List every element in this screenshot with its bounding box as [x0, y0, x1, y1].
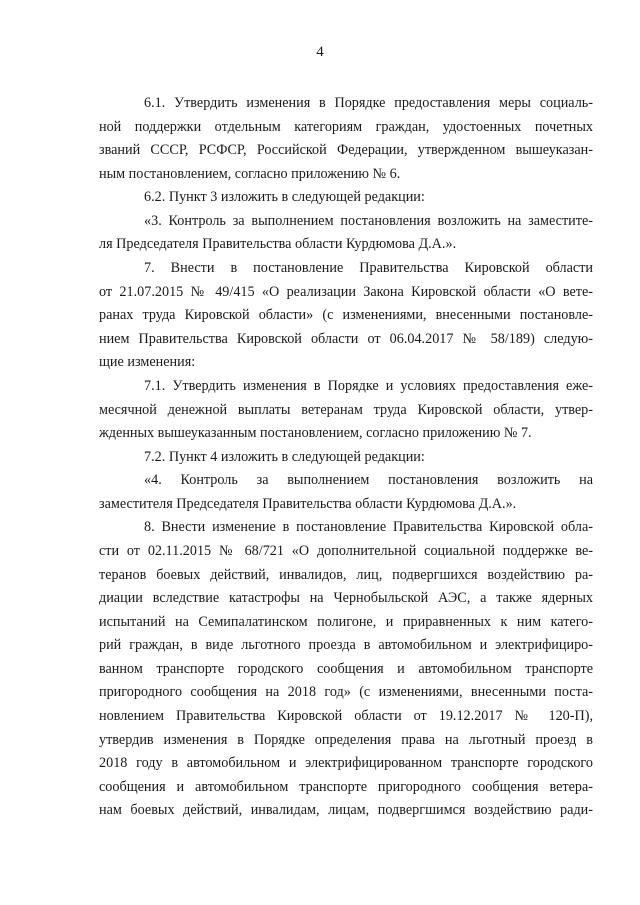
text-line: ля Председателя Правительства области Курдюмова Д.А.».	[99, 236, 457, 253]
text-line: нием Правительства Кировской области от 06.04.2017 № 58/189) следую-	[99, 330, 593, 347]
text-line: 6.1. Утвердить изменения в Порядке предоставления меры социаль-	[144, 95, 593, 111]
text-line: теранов боевых действий, инвалидов, лиц, подвергшихся воздействию ра-	[99, 566, 593, 583]
text-line: 7. Внести в постановление Правительства Кировской области	[144, 260, 593, 277]
text-line: пригородного сообщения на 2018 год» (с изменениями, внесенными поста-	[99, 684, 593, 701]
text-line: званий СССР, РСФСР, Российской Федерации, утвержденном вышеуказан-	[99, 142, 593, 159]
text-line: «3. Контроль за выполнением постановления возложить на заместите-	[144, 212, 593, 229]
text-line: от 21.07.2015 № 49/415 «О реализации Закона Кировской области «О вете-	[99, 283, 593, 300]
text-line: «4. Контроль за выполнением постановления возложить на	[144, 472, 593, 489]
text-line: 8. Внести изменение в постановление Правительства Кировской обла-	[144, 519, 593, 536]
text-line: диации вследствие катастрофы на Чернобыльской АЭС, а также ядерных	[99, 590, 593, 607]
text-line: месячной денежной выплаты ветеранам труда Кировской области, утвер-	[99, 401, 593, 418]
text-line: сти от 02.11.2015 № 68/721 «О дополнительной социальной поддержке ве-	[99, 542, 593, 559]
text-line: испытаний на Семипалатинском полигоне, и приравненных к ним катего-	[99, 613, 593, 630]
text-line: ранах труда Кировской области» (с изменениями, внесенными постановле-	[99, 307, 593, 324]
text-line: новлением Правительства Кировской области от 19.12.2017 № 120-П),	[99, 708, 593, 725]
text-line: 6.2. Пункт 3 изложить в следующей редакции:	[144, 189, 425, 206]
text-line: 7.2. Пункт 4 изложить в следующей редакции:	[144, 448, 425, 465]
text-line: ной поддержки отдельным категориям граждан, удостоенных почетных	[99, 118, 593, 135]
page-number: 4	[316, 44, 324, 60]
text-line: рий граждан, в виде льготного проезда в автомобильном и электрифициро-	[99, 637, 593, 654]
document-body	[99, 92, 593, 823]
text-line: 2018 году в автомобильном и электрифицированном транспорте городского	[99, 755, 593, 772]
text-line: щие изменения:	[99, 354, 196, 371]
text-line: нам боевых действий, инвалидам, лицам, подвергшимся воздействию ради-	[99, 802, 593, 819]
text-line: ванном транспорте городского сообщения и автомобильном транспорте	[99, 660, 593, 677]
text-line: жденных вышеуказанным постановлением, согласно приложению № 7.	[99, 425, 532, 442]
text-line: заместителя Председателя Правительства области Курдюмова Д.А.».	[99, 495, 517, 512]
text-line: утвердив изменения в Порядке определения права на льготный проезд в	[99, 731, 593, 748]
text-line: ным постановлением, согласно приложению № 6.	[99, 165, 401, 182]
text-line: сообщения и автомобильном транспорте пригородного сообщения ветера-	[99, 778, 593, 795]
text-line: 7.1. Утвердить изменения в Порядке и условиях предоставления еже-	[144, 377, 593, 394]
